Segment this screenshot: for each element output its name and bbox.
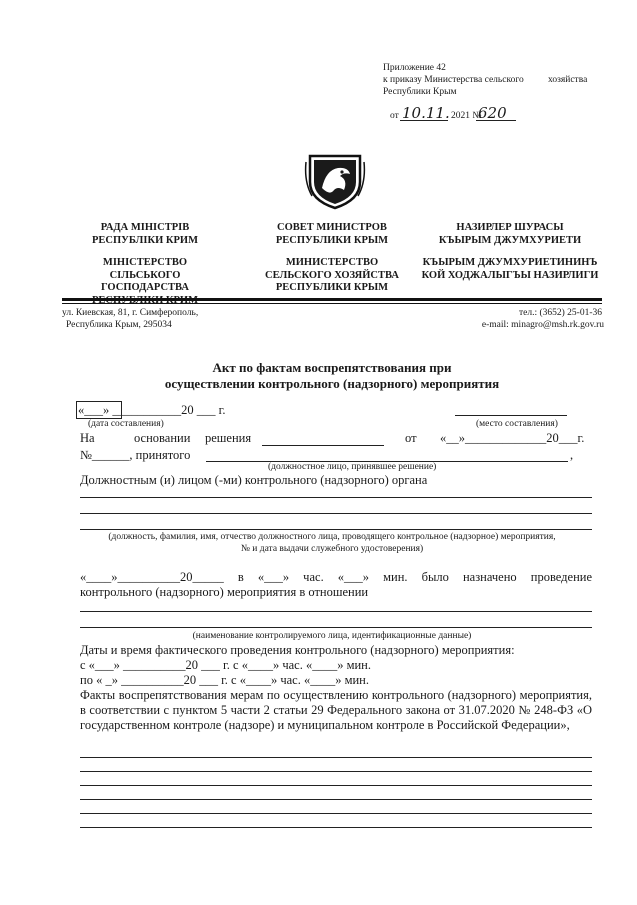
date-line: «___» ___________20 ___ г. [78,403,226,417]
header-col2-line: РЕСПУБЛИКИ КРЫМ [275,234,389,246]
facts-blank-line [80,785,592,786]
basis-word-3: решения [205,431,252,445]
basis-word-2: основании [134,431,191,445]
phone: тел.: (3652) 25-01-36 [518,308,602,318]
officials-line [80,513,592,514]
header-col-ukrainian [70,222,220,307]
facts-blank-line [80,813,592,814]
appendix-date-prefix: от [390,111,399,121]
address-line2: Республика Крым, 295034 [66,320,172,330]
officials-line [80,497,592,498]
header-col3-line: НАЗИРЛЕР ШУРАСЫ [456,222,564,233]
facts-blank-line [80,757,592,758]
basis-word-1: На [80,431,95,445]
facts-blank-line [80,771,592,772]
officials-caption-line2: № и дата выдачи служебного удостоверения) [240,544,424,554]
appendix-date-handwritten: 10.11. [402,104,450,122]
title-line2: осуществлении контрольного (надзорного) мероприятия [164,376,500,391]
header-col1-line: СІЛЬСЬКОГО [109,269,181,281]
from-line: с «___» __________20 ___ г. с «____» час. «____» мин. [80,658,371,672]
officials-caption-line1: (должность, фамилия, имя, отчество должностного лица, проводящего контрольное (надзорное) мероприятия, [108,532,556,542]
header-col1-line: РЕСПУБЛІКИ КРИМ [92,234,198,246]
dates-intro: Даты и время фактического проведения контрольного (надзорного) мероприятия: [80,643,515,657]
header-divider-thick [62,298,602,301]
appoint-line2: контрольного (надзорного) мероприятия в отношении [80,585,369,599]
header-divider-thin [62,303,602,304]
officials-intro: Должностным (и) лицом (-ми) контрольного (надзорного) органа [80,473,428,487]
appendix-year: 2021 № [451,111,482,121]
document-title [62,360,602,392]
header-col3-line: КЪЫРЫМ ДЖУМХУРИЕТИ [438,234,582,246]
email: e-mail: minagro@msh.rk.gov.ru [481,320,604,330]
facts-text: Факты воспрепятствования мерам по осуществлению контрольного (надзорного) мероприятия, в соответствии с пунктом 5 части 2 статьи 29 Федерального закона от 31.07.2020 № 248-ФЗ «О государственном контроле (надзоре) и муниципальном контроле в Российской Федерации», [80,688,592,732]
place-caption: (место составления) [476,419,558,429]
appendix-line1: Приложение 42 [383,63,446,73]
facts-blank-line [80,799,592,800]
header-col2-line: МИНИСТЕРСТВО [285,257,379,268]
to-line: по « _» __________20 ___ г. с «____» час. «____» мин. [80,673,370,687]
appendix-line3: Республики Крым [383,87,457,97]
basis-decision-underline [262,445,384,446]
header-col2-line: СЕЛЬСКОГО ХОЗЯЙСТВА [265,269,399,281]
date-caption: (дата составления) [88,419,164,429]
date-bracket-box [76,401,122,419]
header-col3-line: КОЙ ХОДЖАЛЫГЪЫ НАЗИРЛИГИ [421,269,599,281]
title-line1: Акт по фактам воспрепятствования при [212,360,452,375]
appendix-line2: к приказу Министерства сельского [383,75,524,85]
place-underline [455,415,567,416]
officials-caption [62,531,602,555]
number-comma: , [570,448,574,462]
header-col1-line: МІНІСТЕРСТВО [102,257,188,268]
header-col3-line: КЪЫРЫМ ДЖУМХУРИЕТИНИНЪ [422,257,598,268]
facts-blank-line [80,827,592,828]
header-col1-line: РАДА МІНІСТРІВ [100,222,190,233]
appoint-line: «____»__________20_____ в «___» час. «___» мин. было назначено проведение [80,570,592,584]
official-caption: (должностное лицо, принявшее решение) [268,462,437,472]
entity-caption: (наименование контролируемого лица, идентификационные данные) [192,631,472,641]
address-line1: ул. Киевская, 81, г. Симферополь, [62,308,199,318]
entity-line [80,627,592,628]
header-col2-line: СОВЕТ МИНИСТРОВ [277,222,387,233]
basis-date: «__»_____________20___г. [440,431,585,445]
basis-word-4: от [405,431,417,445]
number-line: №______, принятого [80,448,191,462]
appendix-line2-right: хозяйства [548,75,588,85]
coat-of-arms-emblem [304,152,366,210]
header-col-crimean-tatar [420,222,600,282]
appendix-number-handwritten: 620 [478,104,507,122]
header-col-russian [252,222,412,295]
header-col2-line: РЕСПУБЛИКИ КРЫМ [275,282,389,293]
header-col1-line: ГОСПОДАРСТВА [101,282,189,293]
entity-line [80,611,592,612]
appendix-number-underline [476,120,516,121]
appendix-date-underline [400,120,448,121]
officials-line [80,529,592,530]
